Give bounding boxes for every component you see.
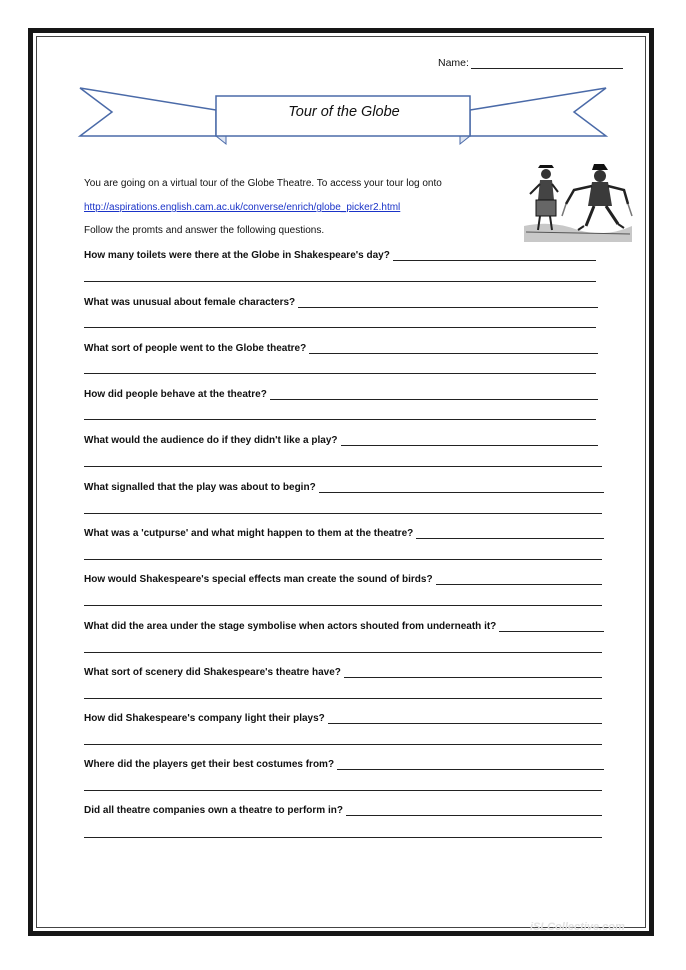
question-text: Where did the players get their best costumes from? bbox=[84, 759, 335, 770]
answer-line[interactable] bbox=[84, 281, 596, 282]
question-11 bbox=[84, 713, 602, 724]
answer-line[interactable] bbox=[84, 605, 602, 606]
answer-line[interactable] bbox=[436, 583, 602, 585]
answer-line[interactable] bbox=[84, 559, 602, 560]
tour-link[interactable]: http://aspirations.english.cam.ac.uk/converse/enrich/globe_picker2.html bbox=[84, 202, 401, 213]
answer-line[interactable] bbox=[270, 398, 598, 400]
question-8 bbox=[84, 574, 602, 585]
answer-line[interactable] bbox=[344, 676, 602, 678]
question-7 bbox=[84, 528, 604, 539]
answer-line[interactable] bbox=[84, 837, 602, 838]
question-text: Did all theatre companies own a theatre to perform in? bbox=[84, 805, 343, 816]
name-line[interactable] bbox=[471, 57, 623, 69]
morris-dancers-illustration bbox=[522, 160, 634, 242]
question-text: What was a 'cutpurse' and what might happen to them at the theatre? bbox=[84, 528, 414, 539]
name-label: Name: bbox=[438, 57, 469, 69]
answer-line[interactable] bbox=[84, 373, 596, 374]
question-text: How did Shakespeare's company light their plays? bbox=[84, 713, 325, 724]
answer-line[interactable] bbox=[84, 327, 596, 328]
question-text: What would the audience do if they didn't like a play? bbox=[84, 435, 338, 446]
answer-line[interactable] bbox=[341, 444, 598, 446]
answer-line[interactable] bbox=[84, 698, 602, 699]
answer-line[interactable] bbox=[84, 652, 602, 653]
question-text: What sort of scenery did Shakespeare's theatre have? bbox=[84, 667, 341, 678]
answer-line[interactable] bbox=[84, 513, 602, 514]
answer-line[interactable] bbox=[328, 722, 602, 724]
answer-line[interactable] bbox=[319, 491, 604, 493]
answer-line[interactable] bbox=[309, 352, 598, 354]
question-3 bbox=[84, 343, 598, 354]
question-text: What sort of people went to the Globe theatre? bbox=[84, 343, 307, 354]
answer-line[interactable] bbox=[346, 814, 602, 816]
question-text: How many toilets were there at the Globe in Shakespeare's day? bbox=[84, 250, 390, 261]
question-13 bbox=[84, 805, 602, 816]
question-4 bbox=[84, 389, 598, 400]
question-9 bbox=[84, 621, 604, 632]
question-1 bbox=[84, 250, 596, 261]
question-12 bbox=[84, 759, 604, 770]
answer-line[interactable] bbox=[84, 466, 602, 467]
question-10 bbox=[84, 667, 602, 678]
answer-line[interactable] bbox=[499, 630, 604, 632]
instructions-text: Follow the promts and answer the following questions. bbox=[84, 225, 325, 236]
answer-line[interactable] bbox=[416, 537, 604, 539]
question-2 bbox=[84, 297, 598, 308]
question-6 bbox=[84, 482, 604, 493]
question-text: How did people behave at the theatre? bbox=[84, 389, 267, 400]
answer-line[interactable] bbox=[337, 768, 604, 770]
intro-text: You are going on a virtual tour of the Globe Theatre. To access your tour log onto bbox=[84, 178, 442, 189]
answer-line[interactable] bbox=[84, 790, 602, 791]
answer-line[interactable] bbox=[298, 306, 598, 308]
watermark: iSLCollective.com bbox=[530, 921, 625, 933]
answer-line[interactable] bbox=[84, 744, 602, 745]
question-5 bbox=[84, 435, 598, 446]
question-text: What did the area under the stage symbolise when actors shouted from underneath it? bbox=[84, 621, 497, 632]
page-title: Tour of the Globe bbox=[288, 104, 400, 120]
question-text: What signalled that the play was about to begin? bbox=[84, 482, 316, 493]
name-field bbox=[438, 57, 623, 69]
answer-line[interactable] bbox=[393, 259, 596, 261]
question-text: What was unusual about female characters? bbox=[84, 297, 296, 308]
answer-line[interactable] bbox=[84, 419, 596, 420]
question-text: How would Shakespeare's special effects man create the sound of birds? bbox=[84, 574, 433, 585]
